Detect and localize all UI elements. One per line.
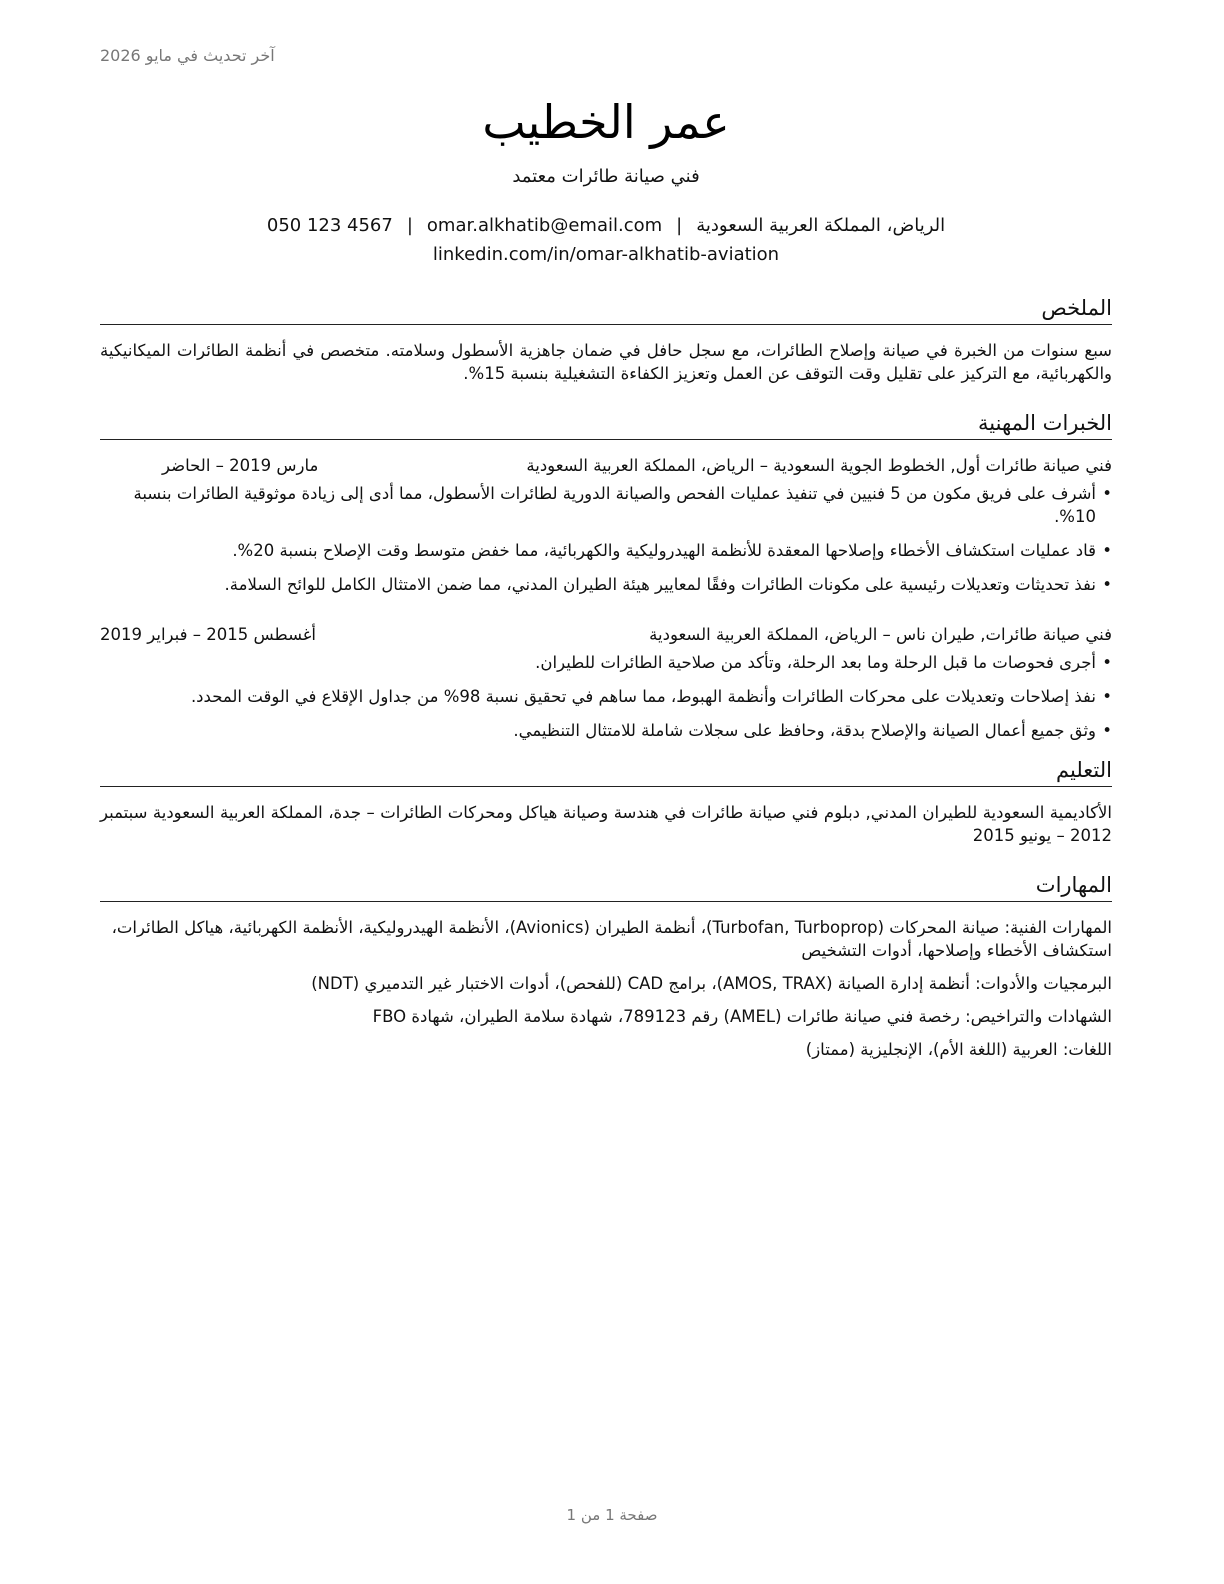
job-dates: أغسطس 2015 – فبراير 2019 bbox=[100, 625, 316, 644]
contact-linkedin[interactable]: linkedin.com/in/omar-alkhatib-aviation bbox=[432, 244, 780, 265]
experience-heading: الخبرات المهنية bbox=[100, 409, 1112, 440]
resume-page bbox=[100, 0, 1112, 1061]
candidate-name: عمر الخطيب bbox=[482, 95, 730, 149]
page-number: صفحة 1 من 1 bbox=[566, 1506, 658, 1524]
contact-separator: | bbox=[406, 215, 413, 236]
last-updated-note: آخر تحديث في مايو 2026 bbox=[100, 46, 275, 65]
job-header bbox=[100, 454, 1112, 478]
skill-line: الشهادات والتراخيص: رخصة فني صيانة طائرات (AMEL) رقم 789123، شهادة سلامة الطيران، شهادة FBO bbox=[372, 1007, 1112, 1026]
job-bullet: • قاد عمليات استكشاف الأخطاء وإصلاحها المعقدة للأنظمة الهيدروليكية والكهربائية، مما خفض متوسط وقت الإصلاح بنسبة 20%. bbox=[100, 539, 1112, 562]
job-dates: مارس 2019 – الحاضر bbox=[162, 456, 319, 475]
job-bullets bbox=[100, 651, 1112, 742]
contact-email[interactable]: omar.alkhatib@email.com bbox=[426, 215, 663, 236]
contact-line bbox=[100, 212, 1112, 240]
contact-phone: 050 123 4567 bbox=[266, 215, 393, 236]
contact-location: الرياض، المملكة العربية السعودية bbox=[696, 215, 946, 236]
education-text: الأكاديمية السعودية للطيران المدني, دبلوم فني صيانة طائرات في هندسة وصيانة هياكل ومحركات الطائرات – جدة، المملكة العربية السعودية سبتمبر 2012 – يونيو 2015 bbox=[100, 803, 1112, 845]
job-entry bbox=[100, 454, 1112, 596]
skill-line: البرمجيات والأدوات: أنظمة إدارة الصيانة (AMOS, TRAX)، برامج CAD (للفحص)، أدوات الاختبار غير التدميري (NDT) bbox=[311, 974, 1112, 993]
job-entry bbox=[100, 623, 1112, 742]
job-header bbox=[100, 623, 1112, 647]
job-bullet: • نفذ تحديثات وتعديلات رئيسية على مكونات الطائرات وفقًا لمعايير هيئة الطيران المدني، مما ضمن الامتثال الكامل للوائح السلامة. bbox=[100, 573, 1112, 596]
job-bullet: • وثق جميع أعمال الصيانة والإصلاح بدقة، وحافظ على سجلات شاملة للامتثال التنظيمي. bbox=[100, 719, 1112, 742]
job-bullet: • أجرى فحوصات ما قبل الرحلة وما بعد الرحلة، وتأكد من صلاحية الطائرات للطيران. bbox=[100, 651, 1112, 674]
job-title-line: فني صيانة طائرات أول, الخطوط الجوية السعودية – الرياض، المملكة العربية السعودية bbox=[526, 456, 1112, 475]
job-bullet: • نفذ إصلاحات وتعديلات على محركات الطائرات وأنظمة الهبوط، مما ساهم في تحقيق نسبة 98% من جداول الإقلاع في الوقت المحدد. bbox=[100, 685, 1112, 708]
skills-heading: المهارات bbox=[100, 871, 1112, 902]
summary-text: سبع سنوات من الخبرة في صيانة وإصلاح الطائرات، مع سجل حافل في ضمان جاهزية الأسطول وسلامته. متخصص في أنظمة الطائرات الميكانيكية والكهربائية، مع التركيز على تقليل وقت التوقف عن العمل وتعزيز الكفاءة التشغيلية بنسبة 15%. bbox=[100, 341, 1112, 383]
education-heading: التعليم bbox=[100, 756, 1112, 787]
summary-heading: الملخص bbox=[100, 294, 1112, 325]
job-bullet: • أشرف على فريق مكون من 5 فنيين في تنفيذ عمليات الفحص والصيانة الدورية لطائرات الأسطول، مما أدى إلى زيادة موثوقية الطائرات بنسبة 10%. bbox=[100, 482, 1112, 528]
skill-line: اللغات: العربية (اللغة الأم)، الإنجليزية (ممتاز) bbox=[805, 1040, 1112, 1059]
job-title-line: فني صيانة طائرات, طيران ناس – الرياض، المملكة العربية السعودية bbox=[649, 625, 1112, 644]
job-bullets bbox=[100, 482, 1112, 596]
candidate-title: فني صيانة طائرات معتمد bbox=[512, 166, 700, 187]
skill-line: المهارات الفنية: صيانة المحركات (Turbofan, Turboprop)، أنظمة الطيران (Avionics)، الأنظمة الهيدروليكية، الأنظمة الكهربائية، هياكل الطائرات، استكشاف الأخطاء وإصلاحها، أدوات التشخيص bbox=[111, 918, 1112, 960]
contact-separator: | bbox=[676, 215, 683, 236]
